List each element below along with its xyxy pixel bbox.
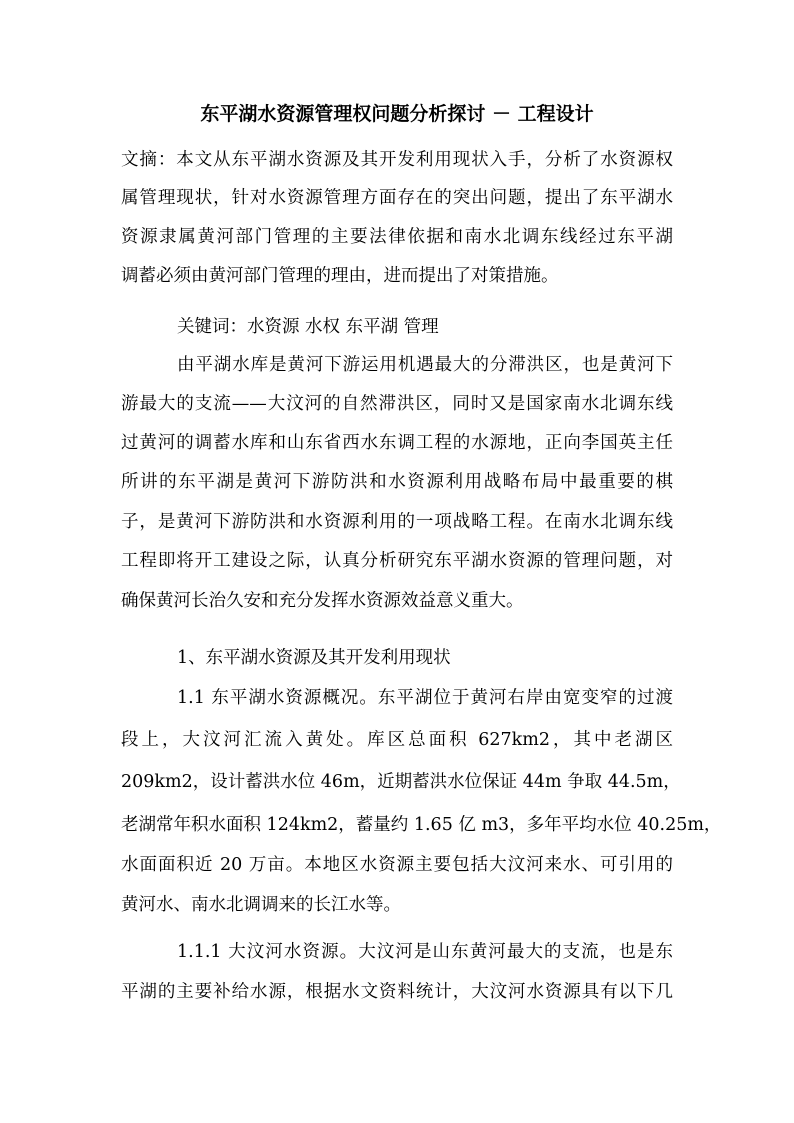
section-1-1-line-5: 水面面积近 20 万亩。本地区水资源主要包括大汶河来水、可引用的	[121, 855, 673, 875]
intro-line-2: 游最大的支流——大汶河的自然滞洪区，同时又是国家南水北调东线	[121, 394, 673, 414]
section-1-1-1-line-2: 平湖的主要补给水源，根据水文资料统计，大汶河水资源具有以下几	[121, 982, 673, 1002]
section-1-1-line-3: 209km2，设计蓄洪水位 46m，近期蓄洪水位保证 44m 争取 44.5m，	[121, 772, 681, 792]
section-1-1-line-1: 1.1 东平湖水资源概况。东平湖位于黄河右岸由宽变窄的过渡	[177, 688, 673, 708]
intro-line-5: 子，是黄河下游防洪和水资源利用的一项战略工程。在南水北调东线	[121, 512, 673, 532]
section-1-1-line-2: 段上，大汶河汇流入黄处。库区总面积 627km2，其中老湖区	[121, 730, 673, 750]
abstract-line-2: 属管理现状，针对水资源管理方面存在的突出问题，提出了东平湖水	[121, 188, 673, 208]
section-1-1-1-line-1: 1.1.1 大汶河水资源。大汶河是山东黄河最大的支流，也是东	[177, 942, 673, 962]
section-1-1-line-4: 老湖常年积水面积 124km2，蓄量约 1.65 亿 m3，多年平均水位 40.25m，	[121, 815, 722, 835]
intro-line-3: 过黄河的调蓄水库和山东省西水东调工程的水源地，正向李国英主任	[121, 433, 673, 453]
document-title: 东平湖水资源管理权问题分析探讨 － 工程设计	[200, 103, 594, 125]
abstract-line-4: 调蓄必须由黄河部门管理的理由，进而提出了对策措施。	[121, 266, 559, 286]
abstract-line-3: 资源隶属黄河部门管理的主要法律依据和南水北调东线经过东平湖	[121, 227, 673, 247]
intro-line-1: 由平湖水库是黄河下游运用机遇最大的分滞洪区，也是黄河下	[177, 355, 673, 375]
section-1-heading: 1、东平湖水资源及其开发利用现状	[177, 648, 451, 668]
intro-line-4: 所讲的东平湖是黄河下游防洪和水资源利用战略布局中最重要的棋	[121, 472, 673, 492]
intro-line-6: 工程即将开工建设之际，认真分析研究东平湖水资源的管理问题，对	[121, 551, 673, 571]
keywords-line: 关键词：水资源 水权 东平湖 管理	[177, 317, 439, 337]
section-1-1-line-6: 黄河水、南水北调调来的长江水等。	[121, 895, 401, 915]
abstract-line-1: 文摘：本文从东平湖水资源及其开发利用现状入手，分析了水资源权	[121, 150, 673, 170]
intro-line-7: 确保黄河长治久安和充分发挥水资源效益意义重大。	[121, 591, 524, 611]
